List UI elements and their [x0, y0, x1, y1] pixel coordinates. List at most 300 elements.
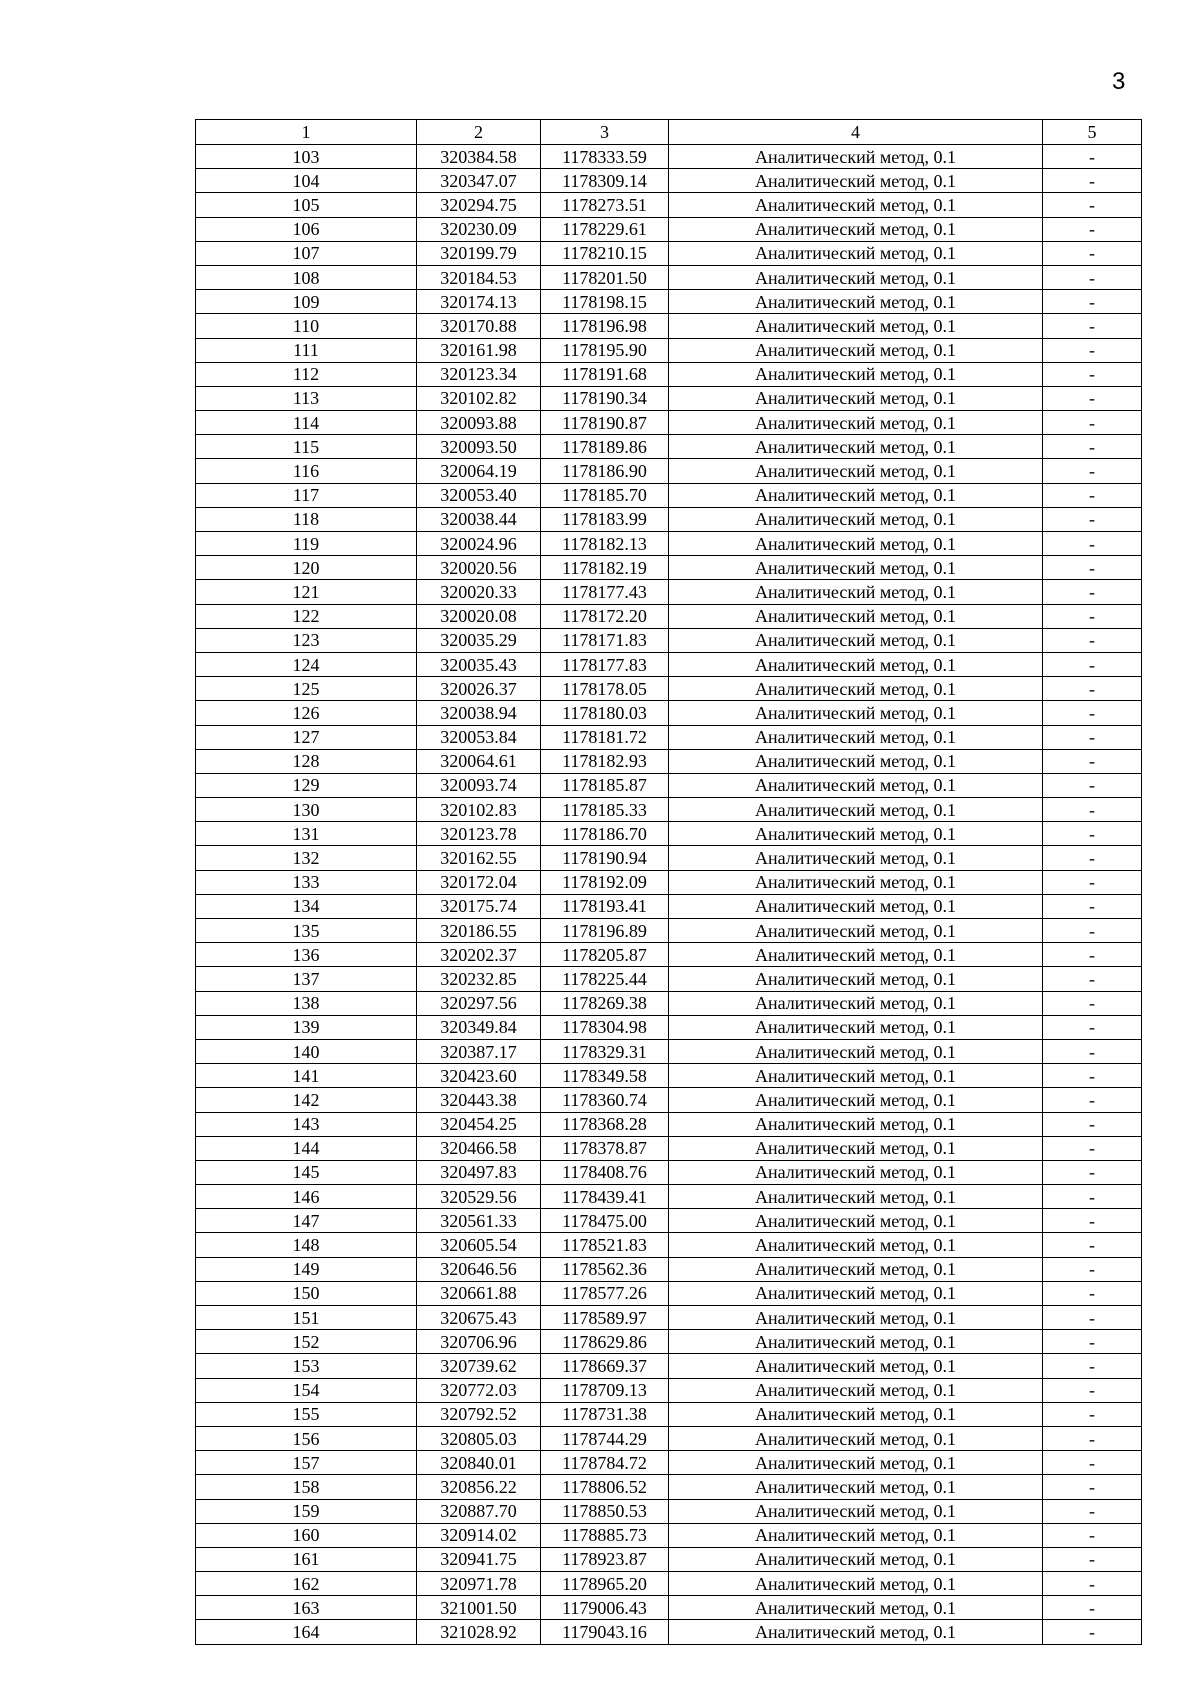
- cell-y-coordinate: 1178185.33: [541, 798, 669, 822]
- cell-note: -: [1043, 507, 1142, 531]
- table-row: [196, 991, 1142, 1015]
- cell-point-number: 162: [196, 1572, 417, 1596]
- table-row: [196, 967, 1142, 991]
- cell-y-coordinate: 1179006.43: [541, 1596, 669, 1620]
- cell-method-accuracy: Аналитический метод, 0.1: [669, 1112, 1043, 1136]
- cell-x-coordinate: 320387.17: [417, 1039, 541, 1063]
- cell-y-coordinate: 1178185.70: [541, 483, 669, 507]
- cell-x-coordinate: 320186.55: [417, 919, 541, 943]
- cell-point-number: 141: [196, 1064, 417, 1088]
- cell-x-coordinate: 320529.56: [417, 1185, 541, 1209]
- cell-point-number: 108: [196, 265, 417, 289]
- cell-x-coordinate: 320026.37: [417, 677, 541, 701]
- cell-x-coordinate: 320024.96: [417, 532, 541, 556]
- cell-method-accuracy: Аналитический метод, 0.1: [669, 532, 1043, 556]
- cell-point-number: 151: [196, 1306, 417, 1330]
- cell-y-coordinate: 1178408.76: [541, 1160, 669, 1184]
- table-row: [196, 628, 1142, 652]
- table-row: [196, 1523, 1142, 1547]
- cell-x-coordinate: 320035.29: [417, 628, 541, 652]
- cell-point-number: 122: [196, 604, 417, 628]
- cell-method-accuracy: Аналитический метод, 0.1: [669, 362, 1043, 386]
- cell-note: -: [1043, 1547, 1142, 1571]
- table-row: [196, 894, 1142, 918]
- cell-method-accuracy: Аналитический метод, 0.1: [669, 1596, 1043, 1620]
- cell-note: -: [1043, 1160, 1142, 1184]
- table-row: [196, 459, 1142, 483]
- cell-method-accuracy: Аналитический метод, 0.1: [669, 193, 1043, 217]
- cell-point-number: 136: [196, 943, 417, 967]
- cell-method-accuracy: Аналитический метод, 0.1: [669, 822, 1043, 846]
- cell-y-coordinate: 1178360.74: [541, 1088, 669, 1112]
- cell-y-coordinate: 1178201.50: [541, 265, 669, 289]
- cell-method-accuracy: Аналитический метод, 0.1: [669, 773, 1043, 797]
- cell-x-coordinate: 320020.08: [417, 604, 541, 628]
- cell-y-coordinate: 1178273.51: [541, 193, 669, 217]
- cell-point-number: 130: [196, 798, 417, 822]
- cell-point-number: 129: [196, 773, 417, 797]
- cell-point-number: 132: [196, 846, 417, 870]
- header-col-4: 4: [669, 120, 1043, 145]
- cell-y-coordinate: 1178784.72: [541, 1451, 669, 1475]
- cell-note: -: [1043, 1596, 1142, 1620]
- table-row: [196, 556, 1142, 580]
- table-row: [196, 265, 1142, 289]
- cell-point-number: 150: [196, 1281, 417, 1305]
- cell-y-coordinate: 1178333.59: [541, 145, 669, 169]
- cell-method-accuracy: Аналитический метод, 0.1: [669, 265, 1043, 289]
- cell-note: -: [1043, 1499, 1142, 1523]
- cell-point-number: 155: [196, 1402, 417, 1426]
- cell-method-accuracy: Аналитический метод, 0.1: [669, 386, 1043, 410]
- table-row: [196, 822, 1142, 846]
- cell-note: -: [1043, 1475, 1142, 1499]
- cell-y-coordinate: 1178965.20: [541, 1572, 669, 1596]
- header-col-1: 1: [196, 120, 417, 145]
- cell-y-coordinate: 1178177.83: [541, 652, 669, 676]
- cell-x-coordinate: 320347.07: [417, 169, 541, 193]
- cell-x-coordinate: 320443.38: [417, 1088, 541, 1112]
- cell-x-coordinate: 320941.75: [417, 1547, 541, 1571]
- cell-x-coordinate: 320184.53: [417, 265, 541, 289]
- cell-y-coordinate: 1178731.38: [541, 1402, 669, 1426]
- cell-x-coordinate: 320064.19: [417, 459, 541, 483]
- cell-method-accuracy: Аналитический метод, 0.1: [669, 1281, 1043, 1305]
- cell-y-coordinate: 1178171.83: [541, 628, 669, 652]
- cell-note: -: [1043, 919, 1142, 943]
- table-row: [196, 1596, 1142, 1620]
- cell-point-number: 145: [196, 1160, 417, 1184]
- cell-note: -: [1043, 628, 1142, 652]
- cell-method-accuracy: Аналитический метод, 0.1: [669, 580, 1043, 604]
- cell-y-coordinate: 1178669.37: [541, 1354, 669, 1378]
- table-row: [196, 411, 1142, 435]
- cell-y-coordinate: 1178210.15: [541, 241, 669, 265]
- cell-x-coordinate: 320162.55: [417, 846, 541, 870]
- cell-note: -: [1043, 822, 1142, 846]
- cell-method-accuracy: Аналитический метод, 0.1: [669, 1330, 1043, 1354]
- cell-point-number: 124: [196, 652, 417, 676]
- table-row: [196, 314, 1142, 338]
- cell-method-accuracy: Аналитический метод, 0.1: [669, 1185, 1043, 1209]
- cell-y-coordinate: 1178182.93: [541, 749, 669, 773]
- cell-note: -: [1043, 1330, 1142, 1354]
- cell-x-coordinate: 321028.92: [417, 1620, 541, 1644]
- cell-point-number: 113: [196, 386, 417, 410]
- cell-note: -: [1043, 1523, 1142, 1547]
- cell-note: -: [1043, 1572, 1142, 1596]
- cell-note: -: [1043, 1378, 1142, 1402]
- cell-point-number: 114: [196, 411, 417, 435]
- cell-note: -: [1043, 773, 1142, 797]
- table-row: [196, 435, 1142, 459]
- cell-point-number: 142: [196, 1088, 417, 1112]
- cell-x-coordinate: 320772.03: [417, 1378, 541, 1402]
- cell-method-accuracy: Аналитический метод, 0.1: [669, 604, 1043, 628]
- cell-x-coordinate: 320561.33: [417, 1209, 541, 1233]
- cell-point-number: 160: [196, 1523, 417, 1547]
- cell-note: -: [1043, 386, 1142, 410]
- cell-x-coordinate: 320739.62: [417, 1354, 541, 1378]
- cell-point-number: 161: [196, 1547, 417, 1571]
- cell-method-accuracy: Аналитический метод, 0.1: [669, 846, 1043, 870]
- cell-x-coordinate: 320706.96: [417, 1330, 541, 1354]
- cell-x-coordinate: 320161.98: [417, 338, 541, 362]
- cell-method-accuracy: Аналитический метод, 0.1: [669, 1354, 1043, 1378]
- cell-x-coordinate: 321001.50: [417, 1596, 541, 1620]
- table-row: [196, 362, 1142, 386]
- cell-point-number: 144: [196, 1136, 417, 1160]
- table-row: [196, 1354, 1142, 1378]
- cell-y-coordinate: 1178269.38: [541, 991, 669, 1015]
- cell-point-number: 111: [196, 338, 417, 362]
- cell-x-coordinate: 320199.79: [417, 241, 541, 265]
- coordinates-table: [195, 119, 1142, 1645]
- cell-method-accuracy: Аналитический метод, 0.1: [669, 1620, 1043, 1644]
- table-row: [196, 943, 1142, 967]
- cell-note: -: [1043, 725, 1142, 749]
- cell-y-coordinate: 1178183.99: [541, 507, 669, 531]
- cell-method-accuracy: Аналитический метод, 0.1: [669, 798, 1043, 822]
- cell-x-coordinate: 320035.43: [417, 652, 541, 676]
- cell-method-accuracy: Аналитический метод, 0.1: [669, 314, 1043, 338]
- table-row: [196, 241, 1142, 265]
- cell-point-number: 159: [196, 1499, 417, 1523]
- cell-note: -: [1043, 265, 1142, 289]
- cell-point-number: 157: [196, 1451, 417, 1475]
- cell-y-coordinate: 1178562.36: [541, 1257, 669, 1281]
- cell-x-coordinate: 320093.88: [417, 411, 541, 435]
- table-row: [196, 1136, 1142, 1160]
- table-row: [196, 1257, 1142, 1281]
- cell-method-accuracy: Аналитический метод, 0.1: [669, 145, 1043, 169]
- cell-method-accuracy: Аналитический метод, 0.1: [669, 1547, 1043, 1571]
- table-row: [196, 1209, 1142, 1233]
- cell-y-coordinate: 1178182.19: [541, 556, 669, 580]
- cell-point-number: 117: [196, 483, 417, 507]
- cell-note: -: [1043, 411, 1142, 435]
- cell-y-coordinate: 1178475.00: [541, 1209, 669, 1233]
- cell-note: -: [1043, 701, 1142, 725]
- cell-method-accuracy: Аналитический метод, 0.1: [669, 919, 1043, 943]
- cell-y-coordinate: 1178923.87: [541, 1547, 669, 1571]
- cell-y-coordinate: 1178186.90: [541, 459, 669, 483]
- header-col-5: 5: [1043, 120, 1142, 145]
- cell-y-coordinate: 1178190.87: [541, 411, 669, 435]
- cell-x-coordinate: 320093.50: [417, 435, 541, 459]
- cell-note: -: [1043, 1426, 1142, 1450]
- cell-point-number: 140: [196, 1039, 417, 1063]
- table-row: [196, 773, 1142, 797]
- cell-x-coordinate: 320605.54: [417, 1233, 541, 1257]
- cell-note: -: [1043, 1306, 1142, 1330]
- cell-x-coordinate: 320497.83: [417, 1160, 541, 1184]
- cell-method-accuracy: Аналитический метод, 0.1: [669, 1378, 1043, 1402]
- cell-y-coordinate: 1178189.86: [541, 435, 669, 459]
- table-row: [196, 1281, 1142, 1305]
- cell-note: -: [1043, 580, 1142, 604]
- cell-note: -: [1043, 314, 1142, 338]
- table-row: [196, 386, 1142, 410]
- cell-point-number: 131: [196, 822, 417, 846]
- cell-note: -: [1043, 967, 1142, 991]
- cell-y-coordinate: 1178225.44: [541, 967, 669, 991]
- table-row: [196, 725, 1142, 749]
- cell-x-coordinate: 320675.43: [417, 1306, 541, 1330]
- cell-y-coordinate: 1178329.31: [541, 1039, 669, 1063]
- cell-point-number: 154: [196, 1378, 417, 1402]
- cell-method-accuracy: Аналитический метод, 0.1: [669, 628, 1043, 652]
- cell-point-number: 115: [196, 435, 417, 459]
- cell-note: -: [1043, 677, 1142, 701]
- table-row: [196, 1426, 1142, 1450]
- cell-point-number: 106: [196, 217, 417, 241]
- table-row: [196, 846, 1142, 870]
- cell-y-coordinate: 1178709.13: [541, 1378, 669, 1402]
- table-row: [196, 604, 1142, 628]
- cell-x-coordinate: 320466.58: [417, 1136, 541, 1160]
- cell-note: -: [1043, 652, 1142, 676]
- table-row: [196, 1039, 1142, 1063]
- cell-method-accuracy: Аналитический метод, 0.1: [669, 1039, 1043, 1063]
- cell-y-coordinate: 1178190.34: [541, 386, 669, 410]
- cell-x-coordinate: 320038.44: [417, 507, 541, 531]
- cell-point-number: 152: [196, 1330, 417, 1354]
- cell-method-accuracy: Аналитический метод, 0.1: [669, 870, 1043, 894]
- cell-x-coordinate: 320792.52: [417, 1402, 541, 1426]
- table-header: [196, 120, 1142, 145]
- cell-x-coordinate: 320646.56: [417, 1257, 541, 1281]
- cell-note: -: [1043, 604, 1142, 628]
- table-row: [196, 1378, 1142, 1402]
- table-row: [196, 870, 1142, 894]
- cell-note: -: [1043, 1112, 1142, 1136]
- cell-x-coordinate: 320384.58: [417, 145, 541, 169]
- cell-note: -: [1043, 846, 1142, 870]
- table-row: [196, 532, 1142, 556]
- table-row: [196, 338, 1142, 362]
- cell-note: -: [1043, 1620, 1142, 1644]
- table-row: [196, 1088, 1142, 1112]
- cell-y-coordinate: 1178185.87: [541, 773, 669, 797]
- cell-y-coordinate: 1178885.73: [541, 1523, 669, 1547]
- table-row: [196, 677, 1142, 701]
- cell-note: -: [1043, 556, 1142, 580]
- cell-x-coordinate: 320887.70: [417, 1499, 541, 1523]
- cell-point-number: 109: [196, 290, 417, 314]
- cell-method-accuracy: Аналитический метод, 0.1: [669, 411, 1043, 435]
- cell-method-accuracy: Аналитический метод, 0.1: [669, 1136, 1043, 1160]
- cell-note: -: [1043, 1354, 1142, 1378]
- table-row: [196, 217, 1142, 241]
- cell-y-coordinate: 1178190.94: [541, 846, 669, 870]
- table-row: [196, 749, 1142, 773]
- cell-method-accuracy: Аналитический метод, 0.1: [669, 459, 1043, 483]
- cell-note: -: [1043, 1088, 1142, 1112]
- cell-point-number: 123: [196, 628, 417, 652]
- cell-y-coordinate: 1178309.14: [541, 169, 669, 193]
- cell-method-accuracy: Аналитический метод, 0.1: [669, 1523, 1043, 1547]
- cell-method-accuracy: Аналитический метод, 0.1: [669, 507, 1043, 531]
- cell-y-coordinate: 1178850.53: [541, 1499, 669, 1523]
- cell-method-accuracy: Аналитический метод, 0.1: [669, 1015, 1043, 1039]
- cell-method-accuracy: Аналитический метод, 0.1: [669, 1064, 1043, 1088]
- cell-method-accuracy: Аналитический метод, 0.1: [669, 338, 1043, 362]
- cell-point-number: 107: [196, 241, 417, 265]
- cell-method-accuracy: Аналитический метод, 0.1: [669, 1209, 1043, 1233]
- cell-x-coordinate: 320102.83: [417, 798, 541, 822]
- cell-x-coordinate: 320170.88: [417, 314, 541, 338]
- cell-point-number: 143: [196, 1112, 417, 1136]
- cell-y-coordinate: 1178198.15: [541, 290, 669, 314]
- cell-point-number: 103: [196, 145, 417, 169]
- cell-x-coordinate: 320423.60: [417, 1064, 541, 1088]
- cell-note: -: [1043, 1064, 1142, 1088]
- cell-y-coordinate: 1179043.16: [541, 1620, 669, 1644]
- cell-y-coordinate: 1178193.41: [541, 894, 669, 918]
- cell-x-coordinate: 320840.01: [417, 1451, 541, 1475]
- cell-note: -: [1043, 991, 1142, 1015]
- cell-x-coordinate: 320174.13: [417, 290, 541, 314]
- table-row: [196, 1330, 1142, 1354]
- table-row: [196, 919, 1142, 943]
- cell-point-number: 112: [196, 362, 417, 386]
- cell-point-number: 146: [196, 1185, 417, 1209]
- cell-method-accuracy: Аналитический метод, 0.1: [669, 241, 1043, 265]
- table-row: [196, 1547, 1142, 1571]
- cell-y-coordinate: 1178629.86: [541, 1330, 669, 1354]
- cell-point-number: 121: [196, 580, 417, 604]
- cell-method-accuracy: Аналитический метод, 0.1: [669, 1499, 1043, 1523]
- cell-y-coordinate: 1178439.41: [541, 1185, 669, 1209]
- cell-method-accuracy: Аналитический метод, 0.1: [669, 290, 1043, 314]
- cell-method-accuracy: Аналитический метод, 0.1: [669, 435, 1043, 459]
- cell-x-coordinate: 320102.82: [417, 386, 541, 410]
- cell-note: -: [1043, 943, 1142, 967]
- cell-note: -: [1043, 362, 1142, 386]
- cell-note: -: [1043, 749, 1142, 773]
- page-number: 3: [1112, 68, 1126, 95]
- table-row: [196, 1451, 1142, 1475]
- cell-y-coordinate: 1178378.87: [541, 1136, 669, 1160]
- table-row: [196, 1620, 1142, 1644]
- cell-point-number: 134: [196, 894, 417, 918]
- cell-y-coordinate: 1178172.20: [541, 604, 669, 628]
- table-row: [196, 1160, 1142, 1184]
- cell-note: -: [1043, 1136, 1142, 1160]
- cell-y-coordinate: 1178744.29: [541, 1426, 669, 1450]
- cell-method-accuracy: Аналитический метод, 0.1: [669, 1233, 1043, 1257]
- cell-method-accuracy: Аналитический метод, 0.1: [669, 1160, 1043, 1184]
- table-row: [196, 1064, 1142, 1088]
- cell-point-number: 164: [196, 1620, 417, 1644]
- cell-point-number: 147: [196, 1209, 417, 1233]
- table-row: [196, 507, 1142, 531]
- cell-x-coordinate: 320123.34: [417, 362, 541, 386]
- cell-x-coordinate: 320123.78: [417, 822, 541, 846]
- cell-x-coordinate: 320020.33: [417, 580, 541, 604]
- cell-x-coordinate: 320454.25: [417, 1112, 541, 1136]
- cell-note: -: [1043, 1209, 1142, 1233]
- cell-x-coordinate: 320175.74: [417, 894, 541, 918]
- cell-x-coordinate: 320349.84: [417, 1015, 541, 1039]
- cell-y-coordinate: 1178196.98: [541, 314, 669, 338]
- cell-y-coordinate: 1178195.90: [541, 338, 669, 362]
- cell-method-accuracy: Аналитический метод, 0.1: [669, 1426, 1043, 1450]
- header-col-2: 2: [417, 120, 541, 145]
- table-row: [196, 1402, 1142, 1426]
- cell-note: -: [1043, 1402, 1142, 1426]
- cell-point-number: 110: [196, 314, 417, 338]
- cell-note: -: [1043, 338, 1142, 362]
- cell-note: -: [1043, 1451, 1142, 1475]
- cell-method-accuracy: Аналитический метод, 0.1: [669, 217, 1043, 241]
- cell-y-coordinate: 1178182.13: [541, 532, 669, 556]
- cell-x-coordinate: 320053.84: [417, 725, 541, 749]
- cell-y-coordinate: 1178521.83: [541, 1233, 669, 1257]
- table-row: [196, 193, 1142, 217]
- cell-x-coordinate: 320971.78: [417, 1572, 541, 1596]
- cell-method-accuracy: Аналитический метод, 0.1: [669, 943, 1043, 967]
- table-row: [196, 1499, 1142, 1523]
- cell-y-coordinate: 1178368.28: [541, 1112, 669, 1136]
- cell-y-coordinate: 1178178.05: [541, 677, 669, 701]
- cell-note: -: [1043, 217, 1142, 241]
- cell-note: -: [1043, 1233, 1142, 1257]
- cell-x-coordinate: 320232.85: [417, 967, 541, 991]
- cell-point-number: 125: [196, 677, 417, 701]
- cell-note: -: [1043, 145, 1142, 169]
- cell-y-coordinate: 1178186.70: [541, 822, 669, 846]
- cell-point-number: 105: [196, 193, 417, 217]
- cell-y-coordinate: 1178205.87: [541, 943, 669, 967]
- cell-note: -: [1043, 290, 1142, 314]
- cell-y-coordinate: 1178589.97: [541, 1306, 669, 1330]
- cell-note: -: [1043, 532, 1142, 556]
- cell-x-coordinate: 320230.09: [417, 217, 541, 241]
- cell-note: -: [1043, 435, 1142, 459]
- cell-note: -: [1043, 459, 1142, 483]
- cell-point-number: 119: [196, 532, 417, 556]
- cell-y-coordinate: 1178349.58: [541, 1064, 669, 1088]
- cell-x-coordinate: 320297.56: [417, 991, 541, 1015]
- cell-x-coordinate: 320294.75: [417, 193, 541, 217]
- cell-point-number: 163: [196, 1596, 417, 1620]
- cell-note: -: [1043, 241, 1142, 265]
- cell-method-accuracy: Аналитический метод, 0.1: [669, 967, 1043, 991]
- cell-method-accuracy: Аналитический метод, 0.1: [669, 1257, 1043, 1281]
- cell-x-coordinate: 320093.74: [417, 773, 541, 797]
